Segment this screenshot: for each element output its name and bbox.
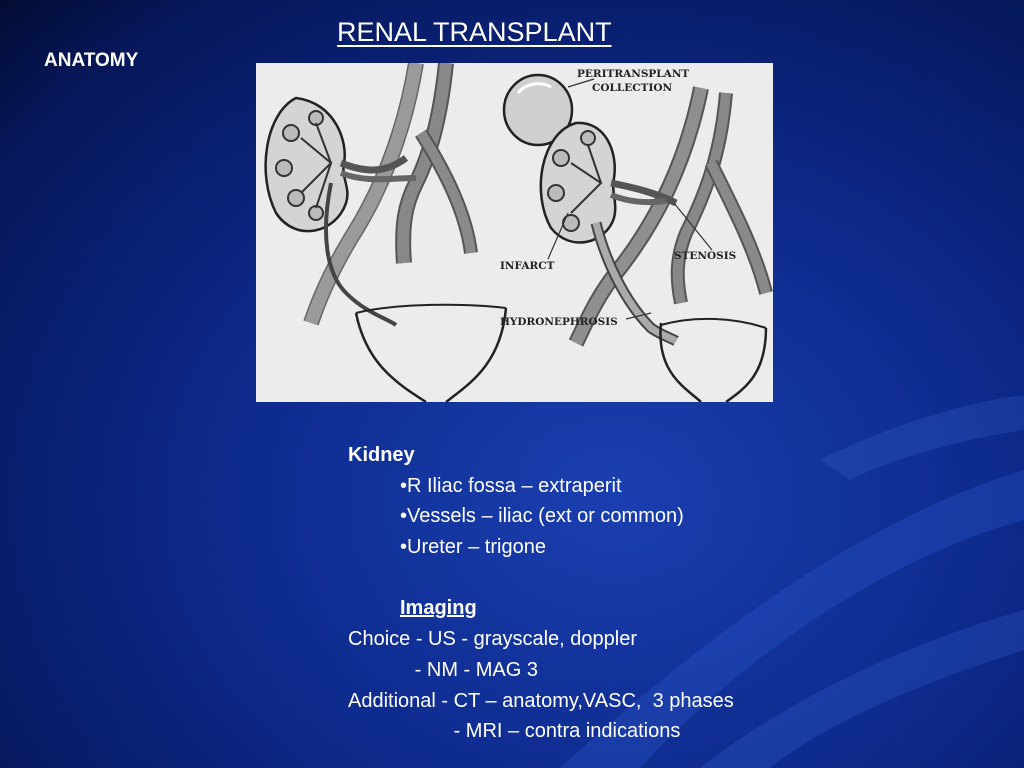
label-collection-line1: PERITRANSPLANT bbox=[577, 68, 690, 80]
section-label: ANATOMY bbox=[44, 50, 139, 71]
renal-transplant-illustration bbox=[256, 63, 773, 402]
right-diagram bbox=[504, 75, 766, 402]
left-diagram bbox=[266, 63, 506, 402]
kidney-bullet: •Ureter – trigone bbox=[400, 536, 546, 559]
imaging-line: - MRI – contra indications bbox=[348, 720, 681, 743]
slide-title: RENAL TRANSPLANT bbox=[337, 17, 612, 47]
kidney-bullet: •R Iliac fossa – extraperit bbox=[400, 474, 622, 497]
kidney-bullet: •Vessels – iliac (ext or common) bbox=[400, 505, 684, 528]
label-collection-line2: COLLECTION bbox=[592, 82, 673, 94]
label-hydronephrosis: HYDRONEPHROSIS bbox=[500, 316, 618, 328]
slide-body bbox=[348, 440, 734, 747]
imaging-line: Additional - CT – anatomy,VASC, 3 phases bbox=[348, 689, 734, 712]
label-stenosis: STENOSIS bbox=[674, 250, 737, 262]
imaging-line: Choice - US - grayscale, doppler bbox=[348, 628, 638, 651]
imaging-line: - NM - MAG 3 bbox=[348, 658, 539, 681]
label-infarct: INFARCT bbox=[500, 260, 555, 272]
spacer bbox=[348, 563, 734, 594]
kidney-heading: Kidney bbox=[348, 444, 415, 466]
imaging-heading: Imaging bbox=[400, 597, 477, 620]
